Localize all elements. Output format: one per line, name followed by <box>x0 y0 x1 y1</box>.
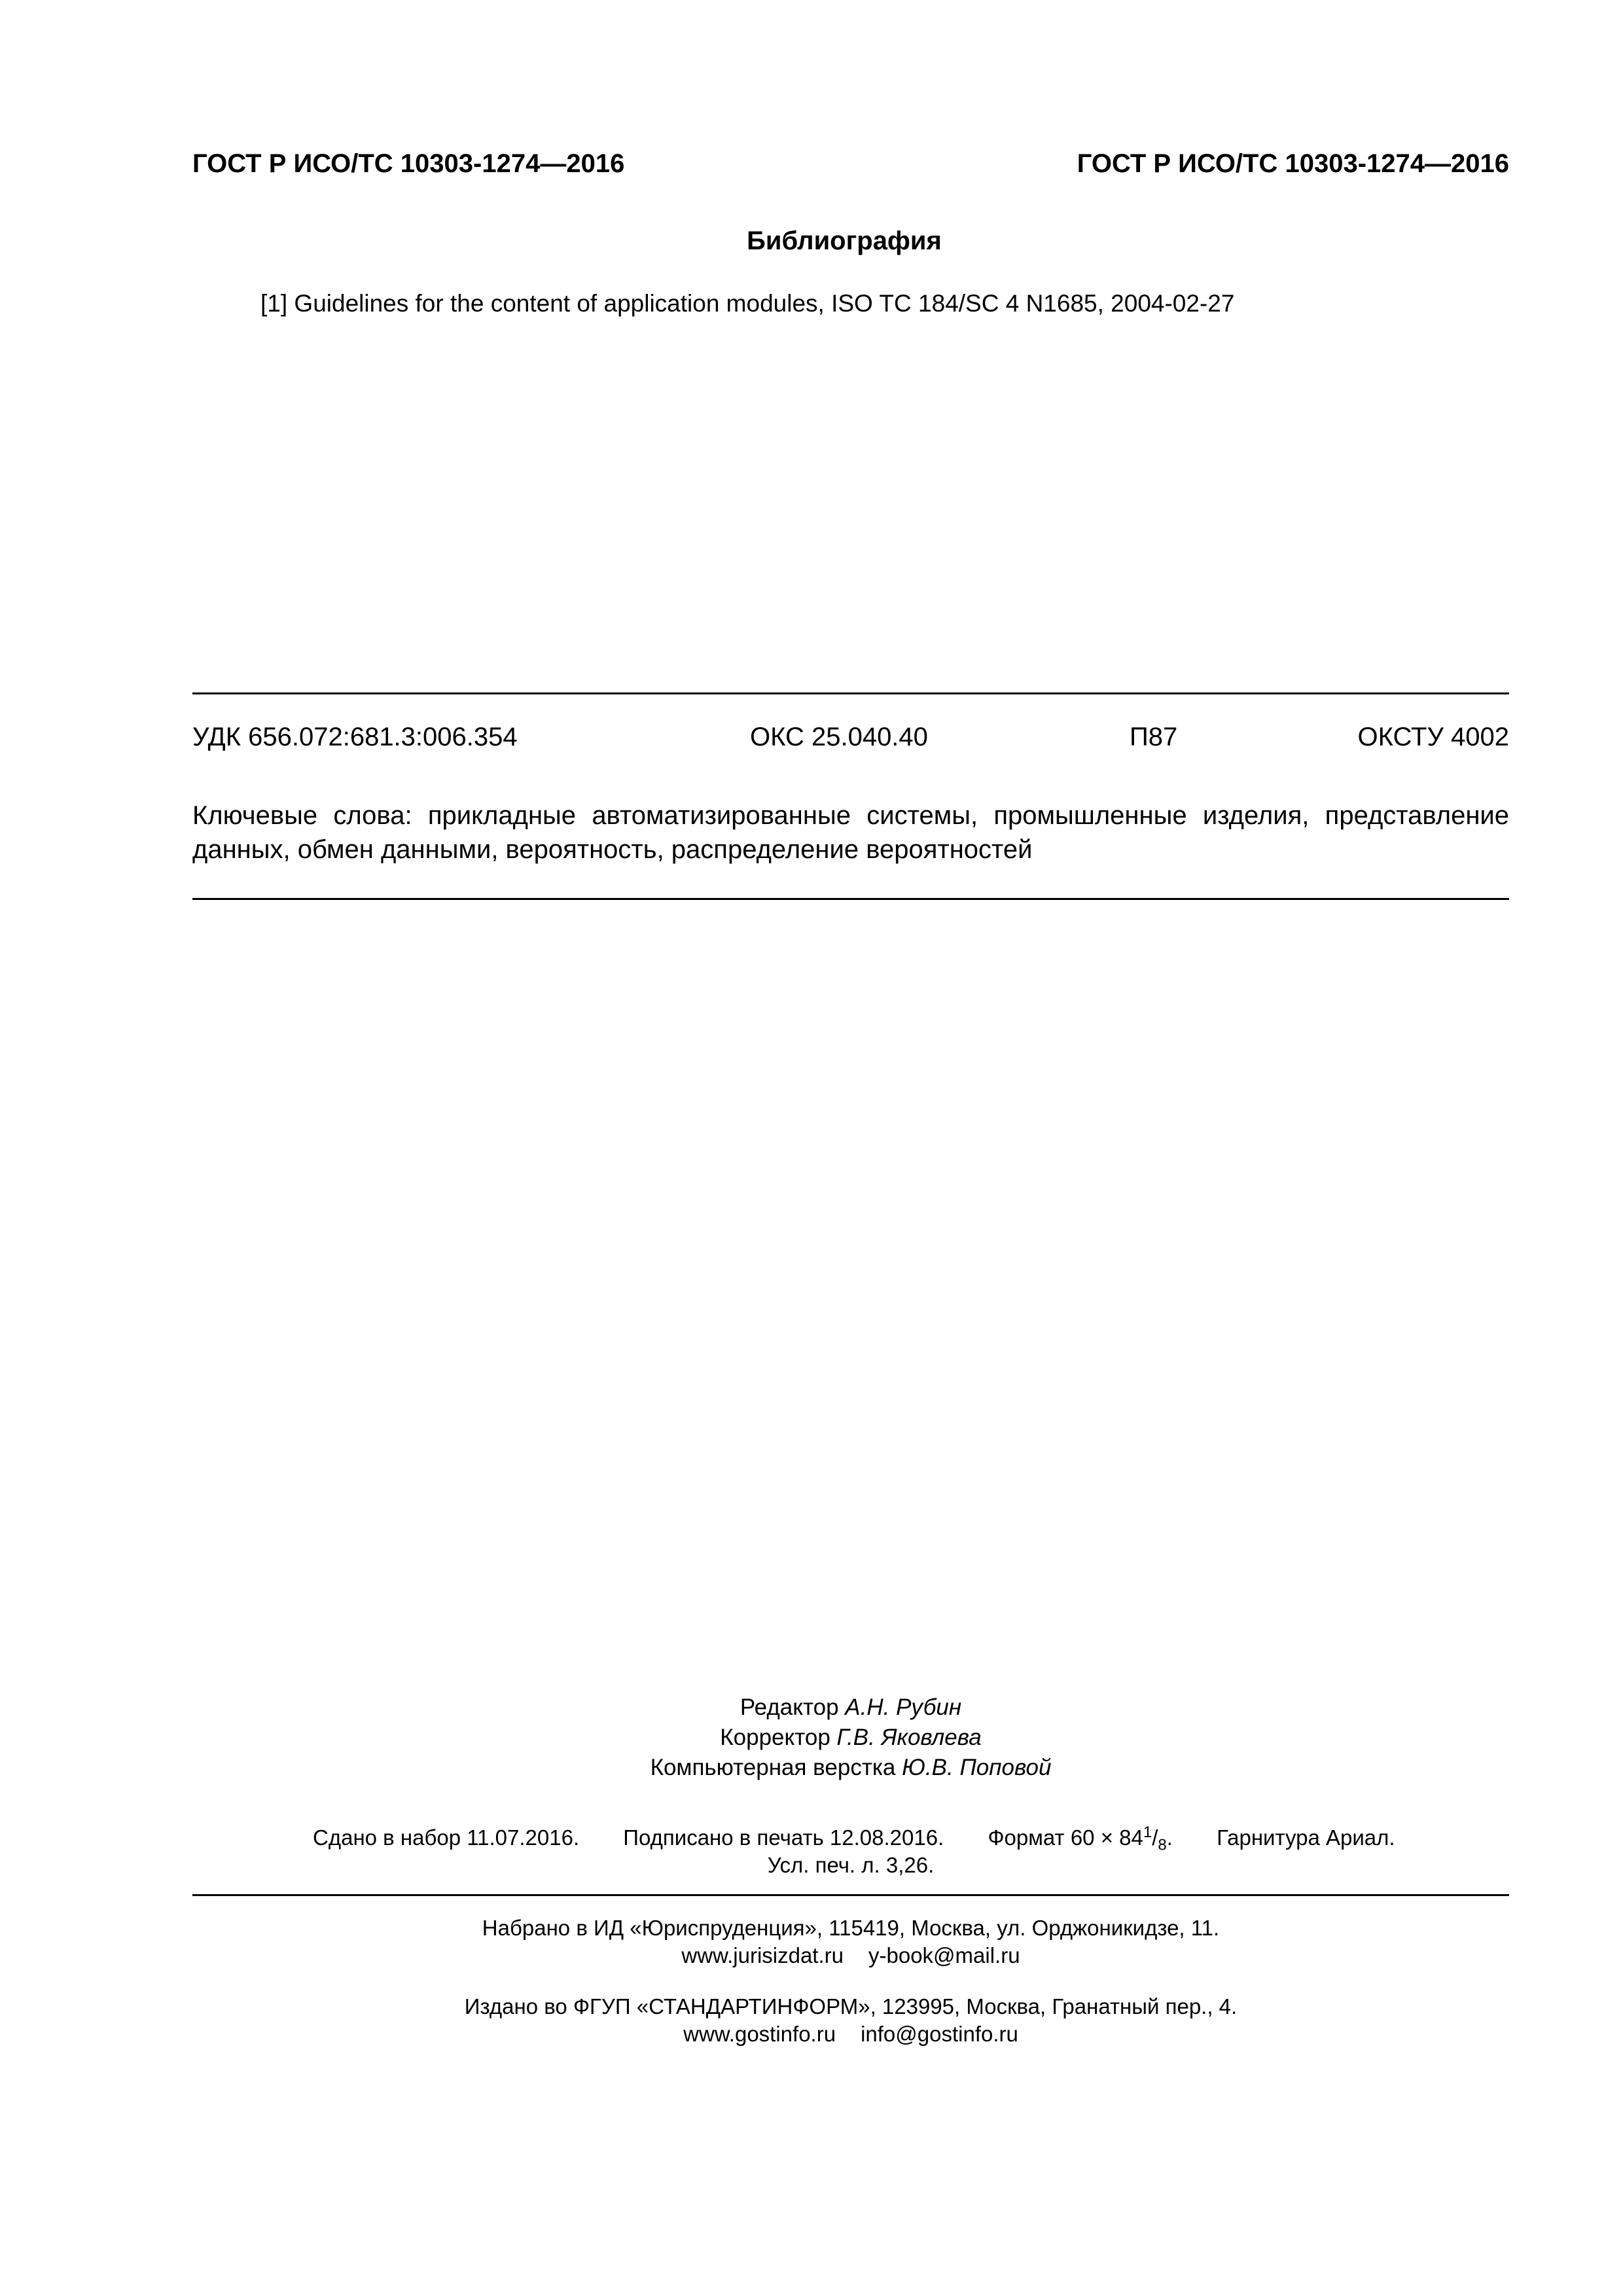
credit-editor <box>0 1693 1623 1723</box>
credit-layout <box>0 1753 1623 1783</box>
bibliography-item: [1] Guidelines for the content of application modules, ISO TC 184/SC 4 N1685, 2004-02-27 <box>260 290 1235 317</box>
keywords: Ключевые слова: прикладные автоматизированные системы, промышленные изделия, представление данных, обмен данными, вероятность, распределение вероятностей <box>192 801 1509 864</box>
typeset-site-link[interactable]: www.jurisizdat.ru <box>681 1943 844 1967</box>
typeset-email-link[interactable]: y-book@mail.ru <box>868 1943 1020 1967</box>
typeset-contacts <box>0 1941 1623 1970</box>
publisher-email-link[interactable]: info@gostinfo.ru <box>861 2022 1018 2046</box>
header-standard-code-right: ГОСТ Р ИСО/ТС 10303-1274—2016 <box>1077 149 1509 178</box>
editor-name: А.Н. Рубин <box>845 1695 962 1720</box>
typeset-line: Набрано в ИД «Юриспруденция», 115419, Москва, ул. Орджоникидзе, 11. <box>482 1916 1220 1940</box>
udk-code: УДК 656.072:681.3:006.354 <box>192 723 518 751</box>
publisher-line: Издано во ФГУП «СТАНДАРТИНФОРМ», 123995, Москва, Гранатный пер., 4. <box>464 1994 1238 2018</box>
editor-label: Редактор <box>740 1695 839 1720</box>
classification-row <box>192 717 1509 757</box>
corrector-label: Корректор <box>720 1725 830 1750</box>
layout-name: Ю.В. Поповой <box>902 1755 1052 1780</box>
submitted-date: Сдано в набор 11.07.2016. <box>313 1825 580 1850</box>
typeface: Гарнитура Ариал. <box>1217 1825 1395 1850</box>
okstu-code: ОКСТУ 4002 <box>1357 723 1509 751</box>
divider-keywords <box>192 898 1509 900</box>
header-standard-code-left: ГОСТ Р ИСО/ТС 10303-1274—2016 <box>192 149 625 178</box>
credit-corrector <box>0 1723 1623 1753</box>
signed-date: Подписано в печать 12.08.2016. <box>623 1825 944 1850</box>
corrector-name: Г.В. Яковлева <box>836 1725 982 1750</box>
divider-bottom <box>192 1894 1509 1896</box>
publisher-site-link[interactable]: www.gostinfo.ru <box>683 2022 836 2046</box>
paper-format: Формат $60 \times 84^1/_8$. <box>988 1823 1173 1854</box>
bibliography-title: Библиография <box>747 226 942 255</box>
printed-sheets: Усл. печ. л. 3,26. <box>767 1853 935 1877</box>
publisher-contacts <box>0 2020 1623 2049</box>
divider-top <box>192 692 1509 694</box>
layout-label: Компьютерная верстка <box>650 1755 896 1780</box>
publication-details <box>313 1823 1395 1852</box>
p-code: П87 <box>1130 723 1178 751</box>
oks-code: ОКС 25.040.40 <box>750 723 928 751</box>
